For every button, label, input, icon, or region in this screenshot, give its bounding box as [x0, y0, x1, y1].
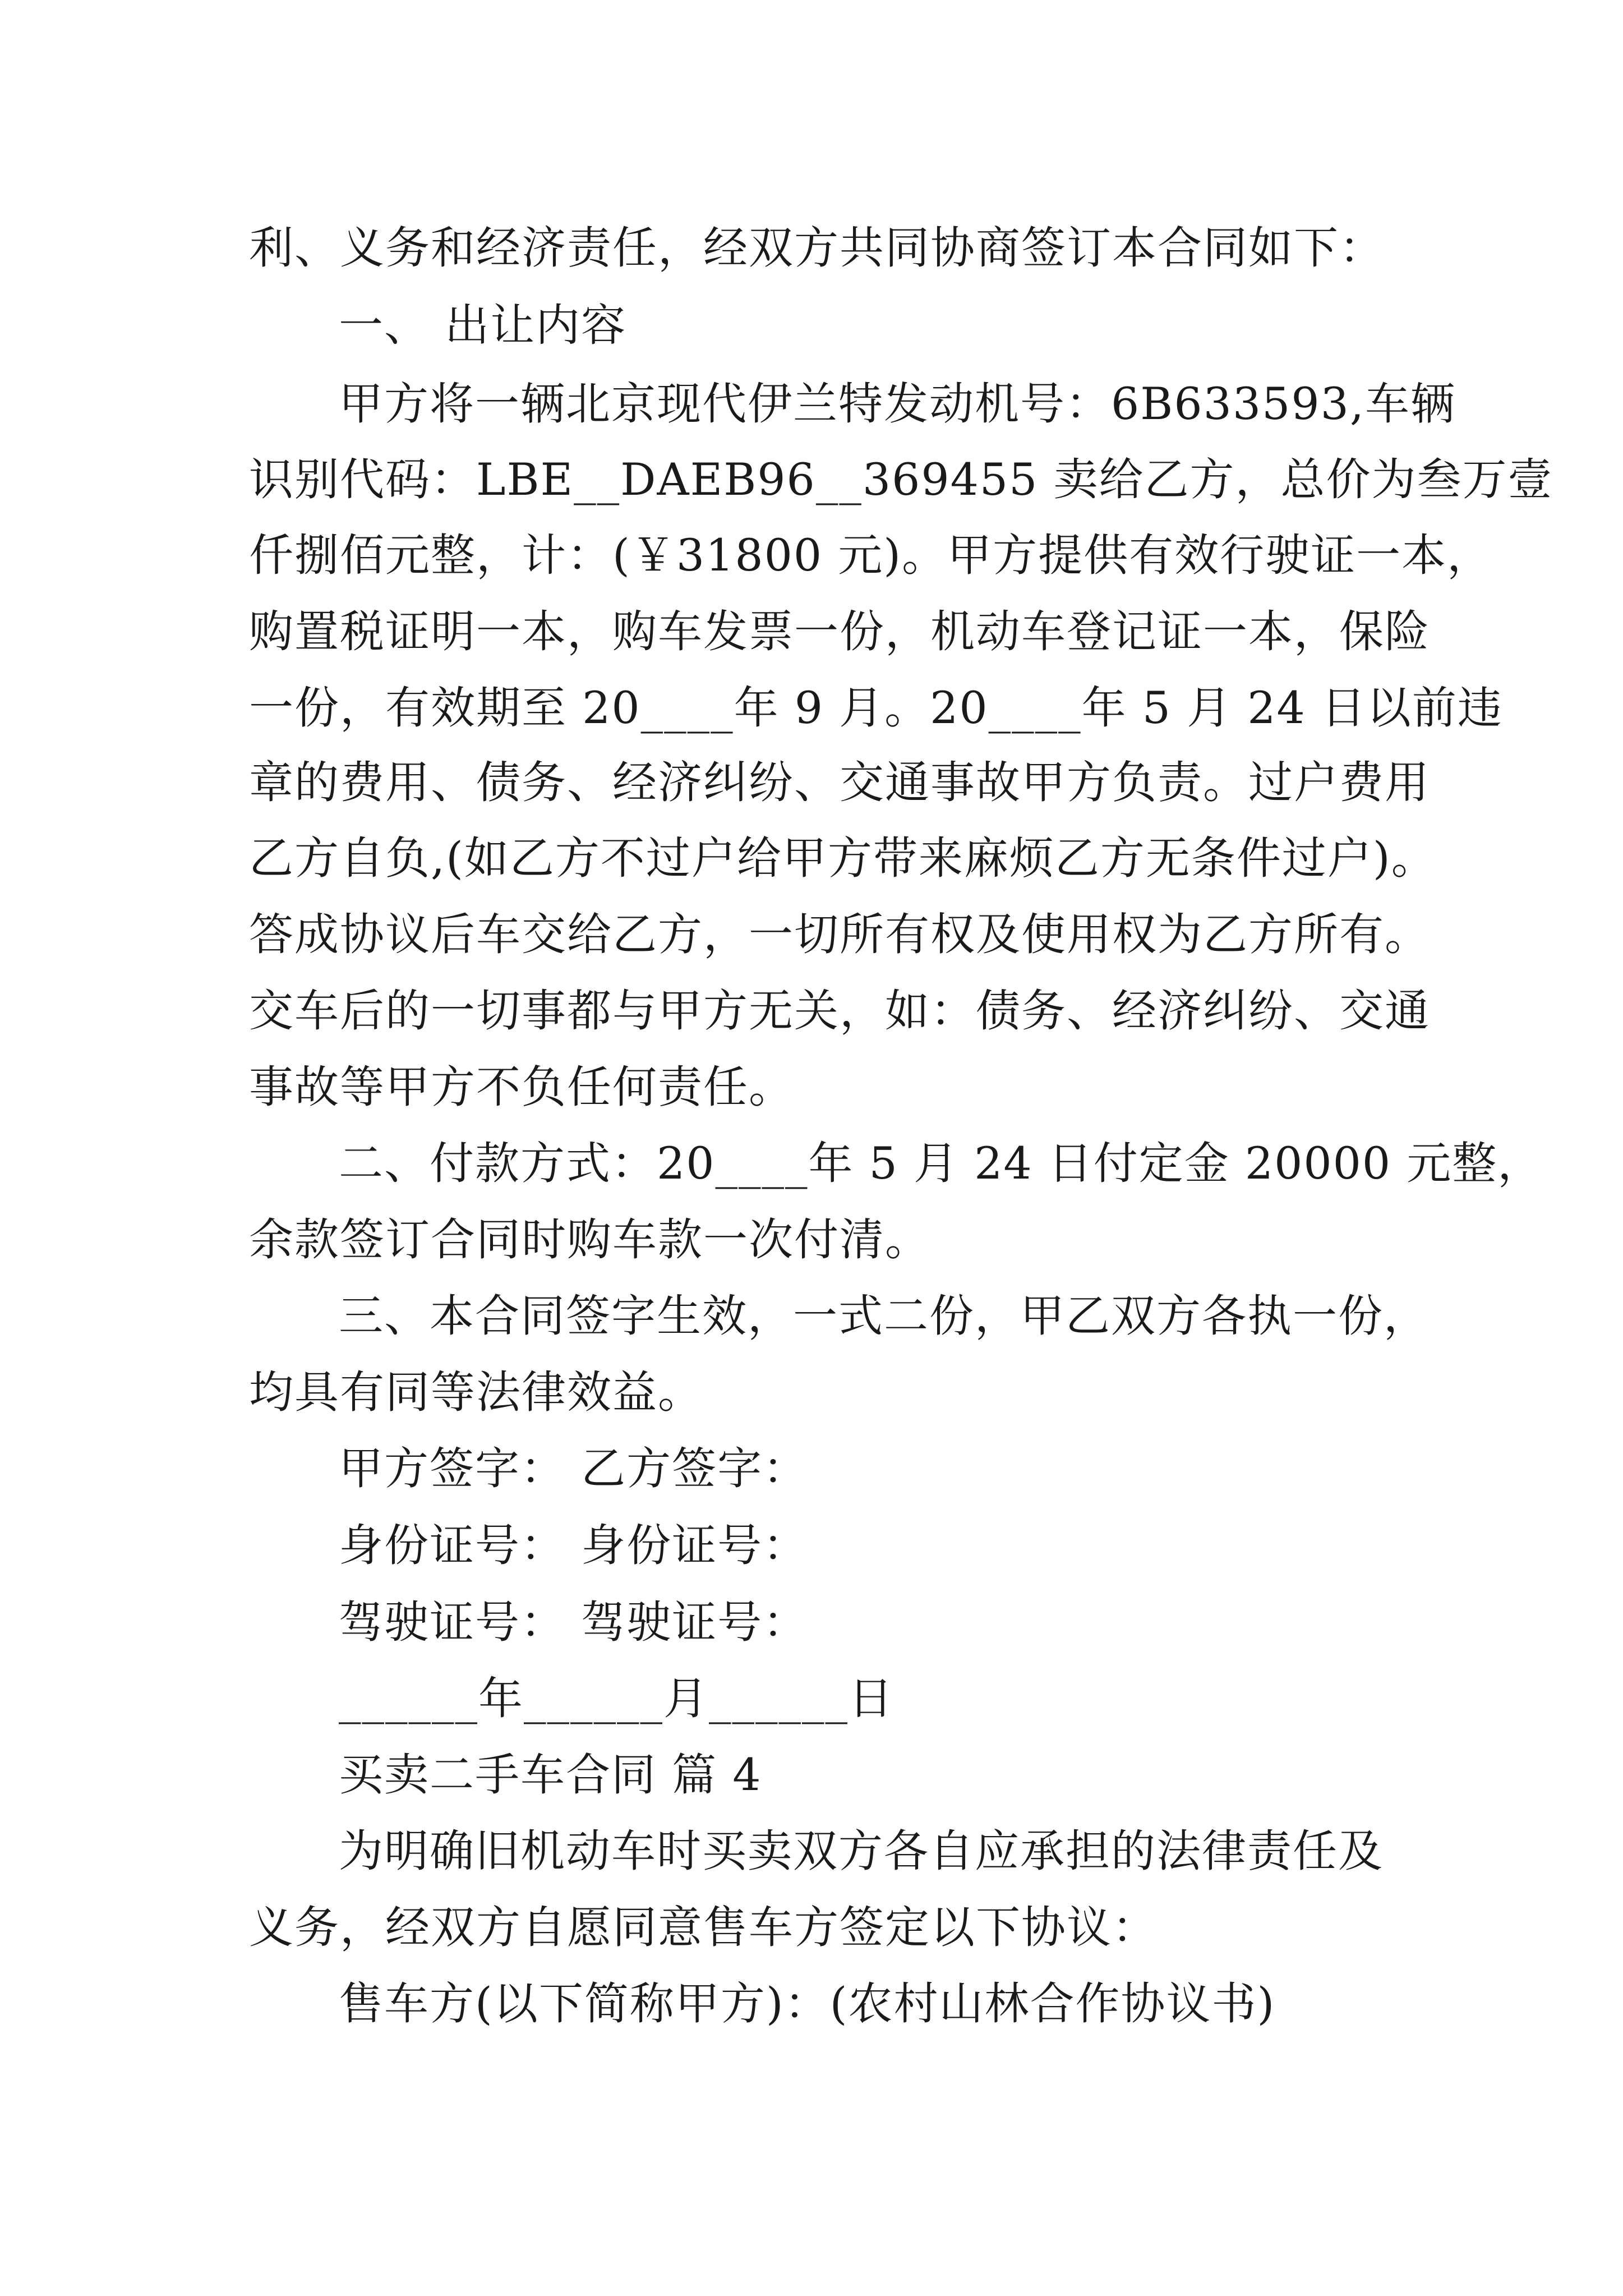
id-number-line: 身份证号： 身份证号：: [339, 1520, 809, 1571]
text-line: 购置税证明一本，购车发票一份，机动车登记证一本，保险: [249, 606, 1430, 657]
text-line: 事故等甲方不负任何责任。: [249, 1061, 794, 1113]
text-line: 答成协议后车交给乙方，一切所有权及使用权为乙方所有。: [249, 909, 1430, 960]
text-line: 交车后的一切事都与甲方无关，如：债务、经济纠纷、交通: [249, 985, 1430, 1037]
text-line: 利、义务和经济责任，经双方共同协商签订本合同如下：: [249, 222, 1385, 274]
text-line: 售车方(以下简称甲方)：(农村山林合作协议书): [339, 1978, 1276, 2030]
text-line: 章的费用、债务、经济纠纷、交通事故甲方负责。过户费用: [249, 757, 1430, 808]
date-line: ______年______月______日: [339, 1673, 894, 1724]
text-line: 余款签订合同时购车款一次付清。: [249, 1214, 930, 1266]
license-number-line: 驾驶证号： 驾驶证号：: [339, 1596, 809, 1648]
text-line: 三、本合同签字生效，一式二份，甲乙双方各执一份，: [339, 1290, 1429, 1342]
text-line: 均具有同等法律效益。: [249, 1366, 703, 1418]
text-line: 为明确旧机动车时买卖双方各自应承担的法律责任及: [339, 1825, 1384, 1877]
signature-line: 甲方签字： 乙方签字：: [339, 1443, 809, 1494]
section-title: 买卖二手车合同 篇 4: [339, 1749, 762, 1801]
section-heading: 一、 出让内容: [339, 300, 627, 351]
text-line: 一份，有效期至 20____年 9 月。20____年 5 月 24 日以前违: [249, 682, 1503, 734]
text-line: 甲方将一辆北京现代伊兰特发动机号：6B633593,车辆: [339, 378, 1456, 430]
text-line: 乙方自负,(如乙方不过户给甲方带来麻烦乙方无条件过户)。: [249, 832, 1437, 884]
text-line: 义务，经双方自愿同意售车方签定以下协议：: [249, 1902, 1158, 1953]
text-line: 二、付款方式：20____年 5 月 24 日付定金 20000 元整，: [339, 1138, 1543, 1189]
text-line: 仟捌佰元整，计：(￥31800 元)。甲方提供有效行驶证一本，: [249, 530, 1493, 581]
text-line: 识别代码：LBE__DAEB96__369455 卖给乙方，总价为叁万壹: [249, 454, 1553, 505]
